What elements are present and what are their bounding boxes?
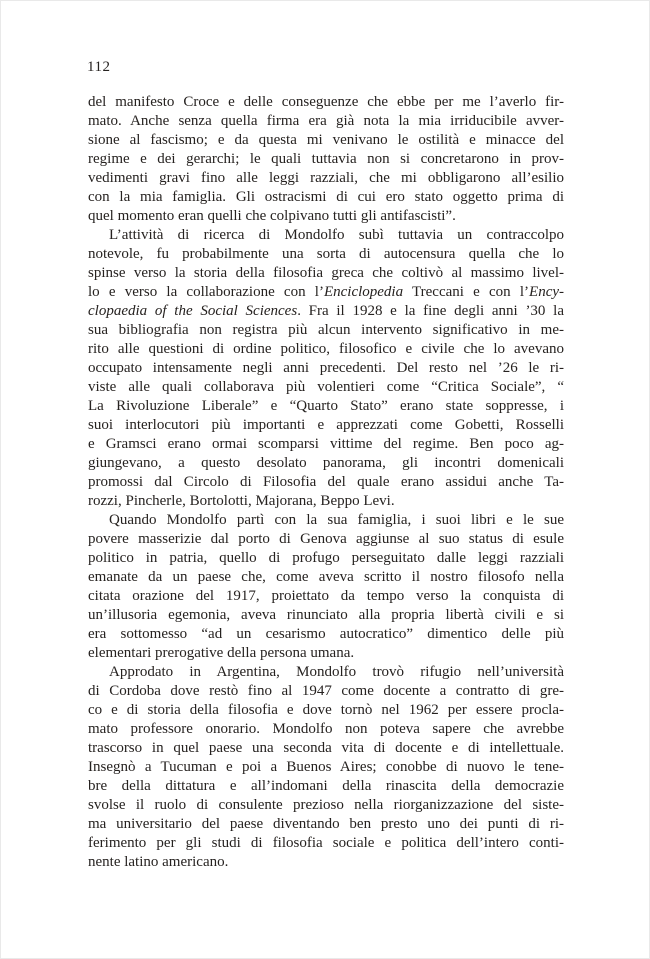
text-line: elementari prerogative della persona umana. [88, 645, 355, 661]
text-line: quel momento eran quelli che colpivano tutti gli antifascisti”. [88, 208, 456, 224]
text-line: La Rivoluzione Liberale” e “Quarto Stato” erano state soppresse, i [88, 398, 564, 414]
text-line: era sottomesso “ad un cesarismo autocratico” dimentico delle più [88, 626, 564, 642]
paragraph [88, 93, 564, 226]
text-line: bre della dittatura e all’indomani della rinascita della democrazie [88, 778, 564, 794]
text-line: occupato intensamente negli anni precedenti. Del resto nel ’26 le ri- [88, 360, 564, 376]
italic-text: Ency- [529, 284, 564, 300]
text-line: ma universitario del paese diventando ben presto uno dei punti di ri- [88, 816, 564, 832]
text-line: citata orazione del 1917, proiettato da tempo verso la conquista di [88, 588, 564, 604]
text-line: Approdato in Argentina, Mondolfo trovò rifugio nell’università [109, 664, 564, 680]
text-line: co e di storia della filosofia e dove tornò nel 1962 per essere procla- [88, 702, 564, 718]
text-line: giungevano, a questo desolato panorama, gli incontri domenicali [88, 455, 564, 471]
paragraph [88, 663, 564, 872]
text-line: vedimenti gravi fino alle leggi razziali, che mi obbligarono all’esilio [88, 170, 564, 186]
text-line: mato. Anche senza quella firma era già nota la mia irriducibile avver- [88, 113, 564, 129]
text-line: spinse verso la storia della filosofia greca che coltivò al massimo livel- [88, 265, 564, 281]
text-line: svolse il ruolo di consulente prezioso nella riorganizzazione del siste- [88, 797, 564, 813]
text-line [88, 302, 564, 321]
text-line: mato professore onorario. Mondolfo non poteva sapere che avrebbe [88, 721, 564, 737]
text-line: Insegnò a Tucuman e poi a Buenos Aires; conobbe di nuovo le tene- [88, 759, 564, 775]
text-line: rozzi, Pincherle, Bortolotti, Majorana, Beppo Levi. [88, 493, 395, 509]
text-line: un’illusoria egemonia, aveva rinunciato alla propria libertà civili e si [88, 607, 564, 623]
page-text [88, 93, 564, 872]
text-line: trascorso in quel paese una seconda vita di docente e di intellettuale. [88, 740, 564, 756]
text-line: politico in patria, quello di profugo perseguitato dalle leggi razziali [88, 550, 564, 566]
text-line: Quando Mondolfo partì con la sua famiglia, i suoi libri e le sue [109, 512, 564, 528]
text-line: viste alle quali collaborava più volentieri come “Critica Sociale”, “ [88, 379, 564, 395]
text-line [88, 283, 564, 302]
text-segment: lo e verso la collaborazione con l’ [88, 284, 324, 300]
text-segment: . Fra il 1928 e la fine degli anni ’30 la [297, 303, 564, 319]
text-line: notevole, fu probabilmente una sorta di autocensura quella che lo [88, 246, 564, 262]
text-line: emanate da un paese che, come aveva scritto il nostro filosofo nella [88, 569, 564, 585]
text-line: con la mia famiglia. Gli ostracismi di cui ero stato oggetto prima di [88, 189, 564, 205]
page-number: 112 [87, 59, 111, 75]
text-line: di Cordoba dove restò fino al 1947 come docente a contratto di gre- [88, 683, 564, 699]
text-line: nente latino americano. [88, 854, 229, 870]
text-line: ferimento per gli studi di filosofia sociale e politica dell’intero conti- [88, 835, 564, 851]
text-line: rito alle questioni di ordine politico, filosofico e civile che lo avevano [88, 341, 564, 357]
paragraph [88, 511, 564, 663]
text-line: sua bibliografia non registra più alcun intervento significativo in me- [88, 322, 564, 338]
text-segment: Treccani e con l’ [403, 284, 530, 300]
text-line: L’attività di ricerca di Mondolfo subì tuttavia un contraccolpo [109, 227, 564, 243]
italic-text: Enciclopedia [323, 284, 404, 300]
text-line: sione al fascismo; e da questa mi venivano le ostilità e minacce del [88, 132, 564, 148]
text-line: e Gramsci erano ormai scomparsi vittime del regime. Ben poco ag- [88, 436, 564, 452]
paragraph [88, 226, 564, 511]
text-line: promossi dal Circolo di Filosofia del quale erano assidui anche Ta- [88, 474, 564, 490]
text-line: del manifesto Croce e delle conseguenze che ebbe per me l’averlo fir- [88, 94, 564, 110]
italic-text: clopaedia of the Social Sciences [88, 303, 298, 319]
text-line: povere masserizie dal porto di Genova aggiunse al suo status di esule [88, 531, 564, 547]
text-line: suoi interlocutori più importanti e apprezzati come Gobetti, Rosselli [88, 417, 564, 433]
text-line: regime e dei gerarchi; le quali tuttavia non si concretarono in prov- [88, 151, 564, 167]
